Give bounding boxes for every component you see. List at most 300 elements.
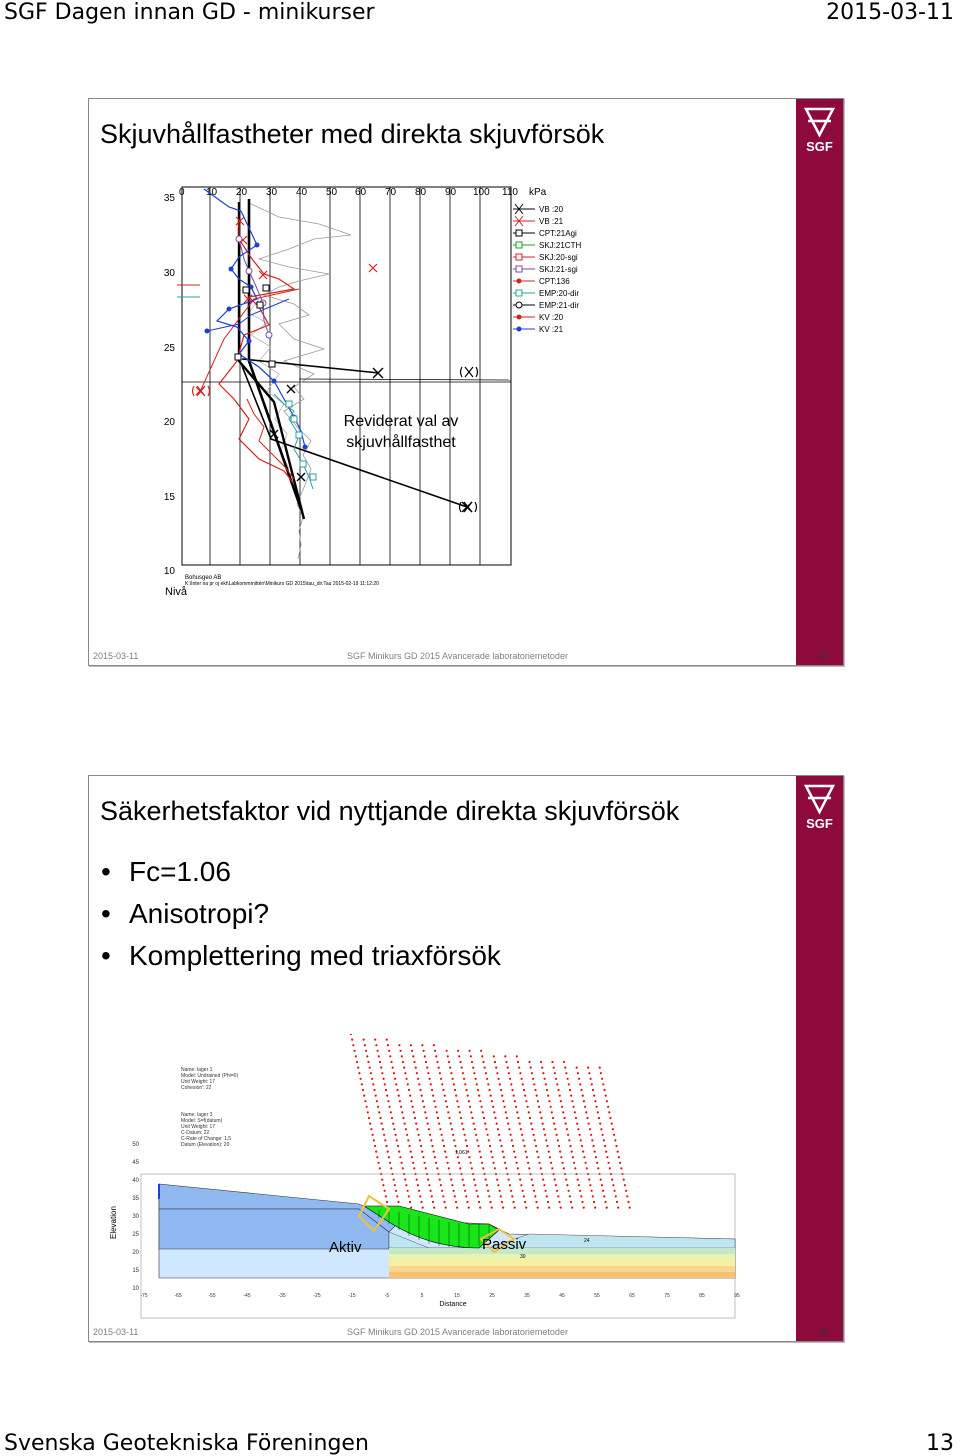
- svg-text:45: 45: [132, 1160, 139, 1166]
- annotation-line-1: Reviderat val av: [343, 413, 459, 430]
- legend-item-skj20sgi: [513, 253, 578, 262]
- grid-dot: [563, 1061, 565, 1063]
- grid-dot: [591, 1139, 593, 1141]
- grid-dot: [606, 1156, 608, 1158]
- grid-dot: [577, 1179, 579, 1181]
- grid-dot: [424, 1111, 426, 1113]
- grid-dot: [446, 1106, 448, 1108]
- grid-dot: [489, 1201, 491, 1203]
- grid-dot: [502, 1151, 504, 1153]
- grid-dot: [480, 1050, 482, 1052]
- grid-dot: [493, 1162, 495, 1164]
- grid-dot: [431, 1089, 433, 1091]
- grid-dot: [395, 1134, 397, 1136]
- grid-dot: [588, 1179, 590, 1181]
- svg-text:90: 90: [445, 187, 457, 198]
- grid-dot: [407, 1139, 409, 1141]
- grid-dot: [417, 1078, 419, 1080]
- grid-dot: [467, 1095, 469, 1097]
- grid-dot: [603, 1089, 605, 1091]
- svg-text:5: 5: [420, 1293, 424, 1299]
- grid-dot: [536, 1095, 538, 1097]
- grid-dot: [372, 1083, 374, 1085]
- grid-dot: [440, 1078, 442, 1080]
- grid-dot: [351, 1039, 353, 1041]
- grid-dot: [469, 1106, 471, 1108]
- grid-dot: [488, 1195, 490, 1197]
- grid-dot: [400, 1050, 402, 1052]
- grid-dot: [519, 1179, 521, 1181]
- grid-dot: [448, 1167, 450, 1169]
- grid-dot: [475, 1078, 477, 1080]
- grid-dot: [460, 1117, 462, 1119]
- grid-dot: [500, 1195, 502, 1197]
- grid-dot: [563, 1117, 565, 1119]
- grid-dot: [564, 1067, 566, 1069]
- grid-dot: [381, 1072, 383, 1074]
- grid-dot: [416, 1179, 418, 1181]
- label-safety-factor: 1,061: [455, 1150, 468, 1156]
- grid-dot: [410, 1100, 412, 1102]
- grid-dot: [586, 1117, 588, 1119]
- grid-dot: [435, 1162, 437, 1164]
- svg-text:60: 60: [355, 187, 367, 198]
- grid-dot: [555, 1184, 557, 1186]
- grid-dot: [571, 1151, 573, 1153]
- grid-dot: [617, 1151, 619, 1153]
- grid-dot: [569, 1089, 571, 1091]
- grid-dot: [555, 1078, 557, 1080]
- bullet-item: • Fc=1.06: [101, 856, 231, 888]
- svg-text:-25: -25: [313, 1293, 321, 1299]
- grid-dot: [422, 1207, 424, 1209]
- grid-dot: [364, 1100, 366, 1102]
- grid-dot: [605, 1151, 607, 1153]
- grid-dot: [486, 1184, 488, 1186]
- grid-dot: [462, 1128, 464, 1130]
- grid-dot: [574, 1111, 576, 1113]
- grid-dot: [414, 1117, 416, 1119]
- legend-item-emp20dir: [513, 289, 579, 298]
- grid-dot: [369, 1067, 371, 1069]
- grid-dot: [597, 1167, 599, 1169]
- grid-dot: [430, 1190, 432, 1192]
- grid-dot: [422, 1156, 424, 1158]
- svg-text:40: 40: [132, 1178, 139, 1184]
- grid-dot: [417, 1184, 419, 1186]
- grid-dot: [619, 1162, 621, 1164]
- grid-dot: [548, 1100, 550, 1102]
- legend-item-skj21cth: [513, 241, 581, 250]
- grid-dot: [464, 1190, 466, 1192]
- label-passiv: Passiv: [482, 1236, 527, 1253]
- grid-dot: [526, 1156, 528, 1158]
- grid-dot: [495, 1067, 497, 1069]
- y-tick-labels: [164, 193, 176, 577]
- grid-dot: [372, 1134, 374, 1136]
- grid-dot: [374, 1145, 376, 1147]
- grid-dot: [514, 1207, 516, 1209]
- grid-dot: [447, 1111, 449, 1113]
- grid-dot: [551, 1061, 553, 1063]
- grid-dot: [527, 1106, 529, 1108]
- grid-dot: [516, 1111, 518, 1113]
- grid-dot: [439, 1179, 441, 1181]
- grid-dot: [608, 1111, 610, 1113]
- grid-dot: [591, 1083, 593, 1085]
- grid-dot: [470, 1055, 472, 1057]
- grid-dot: [487, 1083, 489, 1085]
- grid-dot: [386, 1039, 388, 1041]
- svg-text:kPa: kPa: [529, 187, 547, 198]
- grid-dot: [565, 1072, 567, 1074]
- grid-dot: [565, 1123, 567, 1125]
- svg-text:VB :20: VB :20: [539, 205, 564, 214]
- grid-dot: [396, 1195, 398, 1197]
- grid-dot: [499, 1190, 501, 1192]
- svg-text:C-Datum: 22: C-Datum: 22: [181, 1130, 210, 1136]
- grid-dot: [387, 1100, 389, 1102]
- grid-dot: [490, 1151, 492, 1153]
- grid-dot: [557, 1139, 559, 1141]
- grid-dot: [592, 1089, 594, 1091]
- svg-text:95: 95: [734, 1293, 740, 1299]
- grid-dot: [443, 1145, 445, 1147]
- grid-dot: [558, 1201, 560, 1203]
- grid-dot: [527, 1162, 529, 1164]
- grid-dot: [524, 1201, 526, 1203]
- grid-dot: [575, 1117, 577, 1119]
- grid-dot: [477, 1145, 479, 1147]
- grid-dot: [474, 1128, 476, 1130]
- grid-dot: [374, 1039, 376, 1041]
- grid-dot: [402, 1117, 404, 1119]
- svg-text:70: 70: [385, 187, 397, 198]
- grid-dot: [615, 1195, 617, 1197]
- grid-dot: [356, 1061, 358, 1063]
- grid-dot: [471, 1117, 473, 1119]
- grid-dot: [357, 1067, 359, 1069]
- grid-dot: [453, 1190, 455, 1192]
- grid-dot: [398, 1044, 400, 1046]
- grid-dot: [593, 1095, 595, 1097]
- bracket-x-marker-1: [461, 367, 478, 377]
- grid-dot: [594, 1207, 596, 1209]
- grid-dot: [587, 1067, 589, 1069]
- grid-dot: [557, 1195, 559, 1197]
- grid-dot: [382, 1128, 384, 1130]
- legend-item-skj21sgi: [513, 265, 578, 274]
- grid-dot: [520, 1128, 522, 1130]
- grid-dot: [466, 1201, 468, 1203]
- grid-dot: [407, 1083, 409, 1085]
- grid-dot: [476, 1190, 478, 1192]
- grid-dot: [522, 1139, 524, 1141]
- grid-dot: [510, 1190, 512, 1192]
- grid-dot: [413, 1061, 415, 1063]
- slide-title: Säkerhetsfaktor vid nyttjande direkta skjuvförsök: [100, 796, 680, 826]
- grid-dot: [441, 1190, 443, 1192]
- grid-dot: [607, 1106, 609, 1108]
- grid-dot: [606, 1100, 608, 1102]
- grid-dot: [379, 1117, 381, 1119]
- grid-dot: [378, 1162, 380, 1164]
- slide-26: [88, 775, 844, 1342]
- grid-dot: [602, 1190, 604, 1192]
- grid-dot: [384, 1139, 386, 1141]
- grid-dot: [470, 1111, 472, 1113]
- grid-dot: [602, 1083, 604, 1085]
- grid-dot: [416, 1072, 418, 1074]
- grid-dot: [390, 1061, 392, 1063]
- grid-dot: [419, 1139, 421, 1141]
- grid-dot: [516, 1162, 518, 1164]
- grid-dot: [459, 1111, 461, 1113]
- grid-dot: [476, 1139, 478, 1141]
- grid-dot: [606, 1207, 608, 1209]
- grid-dot: [522, 1190, 524, 1192]
- grid-dot: [585, 1111, 587, 1113]
- grid-dot: [561, 1106, 563, 1108]
- grid-dot: [545, 1190, 547, 1192]
- grid-dot: [537, 1156, 539, 1158]
- grid-dot: [425, 1117, 427, 1119]
- grid-dot: [399, 1100, 401, 1102]
- grid-dot: [381, 1179, 383, 1181]
- grid-dot: [355, 1055, 357, 1057]
- grid-dot: [435, 1106, 437, 1108]
- grid-dot: [530, 1067, 532, 1069]
- grid-dot: [509, 1184, 511, 1186]
- grid-dot: [559, 1151, 561, 1153]
- grid-dot: [492, 1106, 494, 1108]
- grid-dot: [415, 1067, 417, 1069]
- grid-dot: [489, 1145, 491, 1147]
- grid-dot: [517, 1117, 519, 1119]
- grid-dot: [352, 1044, 354, 1046]
- grid-dot: [499, 1083, 501, 1085]
- grid-dot: [395, 1083, 397, 1085]
- sgf-logo-icon: [800, 782, 839, 832]
- grid-dot: [549, 1156, 551, 1158]
- grid-dot: [505, 1111, 507, 1113]
- grid-dot: [593, 1201, 595, 1203]
- page-header: [0, 0, 960, 30]
- grid-dot: [483, 1117, 485, 1119]
- grid-dot: [554, 1072, 556, 1074]
- grid-dot: [580, 1089, 582, 1091]
- grid-dot: [612, 1128, 614, 1130]
- grid-dot: [390, 1111, 392, 1113]
- grid-dot: [545, 1083, 547, 1085]
- grid-dot: [494, 1117, 496, 1119]
- grid-dot: [433, 1151, 435, 1153]
- grid-dot: [421, 1095, 423, 1097]
- grid-dot: [511, 1089, 513, 1091]
- grid-dot: [468, 1100, 470, 1102]
- grid-dot: [469, 1050, 471, 1052]
- grid-dot: [361, 1083, 363, 1085]
- label-24: 24: [584, 1238, 590, 1244]
- grid-dot: [579, 1190, 581, 1192]
- grid-dot: [576, 1067, 578, 1069]
- grid-dot: [494, 1167, 496, 1169]
- grid-dot: [381, 1123, 383, 1125]
- grid-dot: [532, 1184, 534, 1186]
- grid-dot: [481, 1055, 483, 1057]
- grid-dot: [455, 1095, 457, 1097]
- grid-dot: [412, 1055, 414, 1057]
- grid-dot: [493, 1111, 495, 1113]
- grid-dot: [513, 1151, 515, 1153]
- svg-text:-5: -5: [384, 1293, 390, 1299]
- grid-dot: [533, 1190, 535, 1192]
- grid-dot: [429, 1078, 431, 1080]
- grid-dot: [375, 1151, 377, 1153]
- grid-dot: [629, 1207, 631, 1209]
- grid-dot: [525, 1207, 527, 1209]
- svg-text:50: 50: [326, 187, 338, 198]
- grid-dot: [541, 1067, 543, 1069]
- grid-dot: [546, 1089, 548, 1091]
- grid-dot: [553, 1123, 555, 1125]
- svg-text:10: 10: [163, 566, 175, 577]
- grid-dot: [503, 1156, 505, 1158]
- grid-dot: [384, 1083, 386, 1085]
- grid-dot: [514, 1100, 516, 1102]
- grid-dot: [385, 1195, 387, 1197]
- svg-text:-55: -55: [208, 1293, 216, 1299]
- grid-dot: [418, 1134, 420, 1136]
- grid-dot: [554, 1179, 556, 1181]
- grid-dot: [531, 1179, 533, 1181]
- grid-dot: [410, 1151, 412, 1153]
- grid-dot: [487, 1190, 489, 1192]
- grid-dot: [559, 1095, 561, 1097]
- grid-dot: [568, 1139, 570, 1141]
- grid-dot: [525, 1151, 527, 1153]
- grid-dot: [391, 1117, 393, 1119]
- grid-dot: [560, 1100, 562, 1102]
- svg-text:80: 80: [415, 187, 427, 198]
- grid-dot: [380, 1067, 382, 1069]
- legend-item-cpt21agi: [513, 229, 577, 238]
- slip-center-grid: [350, 1034, 631, 1209]
- slope-stability-figure: [89, 1034, 789, 1324]
- grid-dot: [448, 1117, 450, 1119]
- svg-text:SKJ:21-sgi: SKJ:21-sgi: [539, 265, 578, 274]
- grid-dot: [430, 1139, 432, 1141]
- grid-dot: [581, 1145, 583, 1147]
- grid-dot: [427, 1123, 429, 1125]
- grid-dot: [408, 1145, 410, 1147]
- slide-footer-date: 2015-03-11: [93, 1327, 139, 1337]
- grid-dot: [360, 1078, 362, 1080]
- grid-dot: [572, 1156, 574, 1158]
- grid-dot: [546, 1145, 548, 1147]
- grid-dot: [570, 1201, 572, 1203]
- grid-dot: [393, 1179, 395, 1181]
- grid-dot: [388, 1050, 390, 1052]
- grid-dot: [530, 1123, 532, 1125]
- grid-dot: [419, 1089, 421, 1091]
- svg-text:25: 25: [132, 1232, 139, 1238]
- grid-dot: [478, 1201, 480, 1203]
- grid-dot: [521, 1078, 523, 1080]
- grid-dot: [419, 1195, 421, 1197]
- grid-dot: [579, 1134, 581, 1136]
- grid-dot: [537, 1100, 539, 1102]
- grid-dot: [418, 1083, 420, 1085]
- grid-dot: [540, 1061, 542, 1063]
- label-aktiv: Aktiv: [329, 1239, 362, 1256]
- svg-text:-15: -15: [348, 1293, 356, 1299]
- svg-text:Model: Undrained (Phi=0): Model: Undrained (Phi=0): [181, 1073, 239, 1079]
- grid-dot: [591, 1190, 593, 1192]
- grid-dot: [479, 1151, 481, 1153]
- grid-dot: [375, 1095, 377, 1097]
- grid-dot: [589, 1184, 591, 1186]
- grid-dot: [571, 1100, 573, 1102]
- svg-text:25: 25: [163, 343, 175, 354]
- grid-dot: [604, 1201, 606, 1203]
- grid-dot: [545, 1139, 547, 1141]
- svg-text:15: 15: [163, 492, 175, 503]
- grid-dot: [588, 1072, 590, 1074]
- grid-dot: [432, 1095, 434, 1097]
- grid-dot: [547, 1201, 549, 1203]
- grid-dot: [425, 1167, 427, 1169]
- grid-dot: [502, 1207, 504, 1209]
- grid-dot: [507, 1067, 509, 1069]
- grid-dot: [441, 1134, 443, 1136]
- grid-dot: [563, 1167, 565, 1169]
- grid-dot: [412, 1162, 414, 1164]
- grid-dot: [594, 1100, 596, 1102]
- grid-dot: [548, 1151, 550, 1153]
- grid-dot: [602, 1134, 604, 1136]
- grid-dot: [431, 1195, 433, 1197]
- grid-dot: [615, 1145, 617, 1147]
- grid-dot: [420, 1145, 422, 1147]
- svg-text:Name: lager 3: Name: lager 3: [181, 1112, 213, 1118]
- grid-dot: [370, 1072, 372, 1074]
- svg-text:CPT:136: CPT:136: [539, 277, 570, 286]
- grid-dot: [517, 1167, 519, 1169]
- grid-dot: [480, 1156, 482, 1158]
- grid-dot: [504, 1162, 506, 1164]
- red-x-markers: [196, 217, 377, 395]
- grid-dot: [471, 1061, 473, 1063]
- grid-dot: [592, 1195, 594, 1197]
- grid-dot: [542, 1123, 544, 1125]
- slide-footer-title: SGF Minikurs GD 2015 Avancerade laboratoriemetoder: [347, 651, 568, 661]
- grid-dot: [404, 1179, 406, 1181]
- grid-dot: [554, 1128, 556, 1130]
- grid-dot: [535, 1201, 537, 1203]
- grid-dot: [577, 1072, 579, 1074]
- svg-text:Datum (Elevation): 20: Datum (Elevation): 20: [181, 1142, 230, 1148]
- grid-dot: [569, 1145, 571, 1147]
- grid-dot: [436, 1111, 438, 1113]
- grid-dot: [471, 1167, 473, 1169]
- grid-dot: [394, 1184, 396, 1186]
- bracket-red-marker: [193, 386, 210, 396]
- grid-dot: [439, 1128, 441, 1130]
- grid-dot: [578, 1078, 580, 1080]
- grid-dot: [532, 1078, 534, 1080]
- grid-dot: [458, 1162, 460, 1164]
